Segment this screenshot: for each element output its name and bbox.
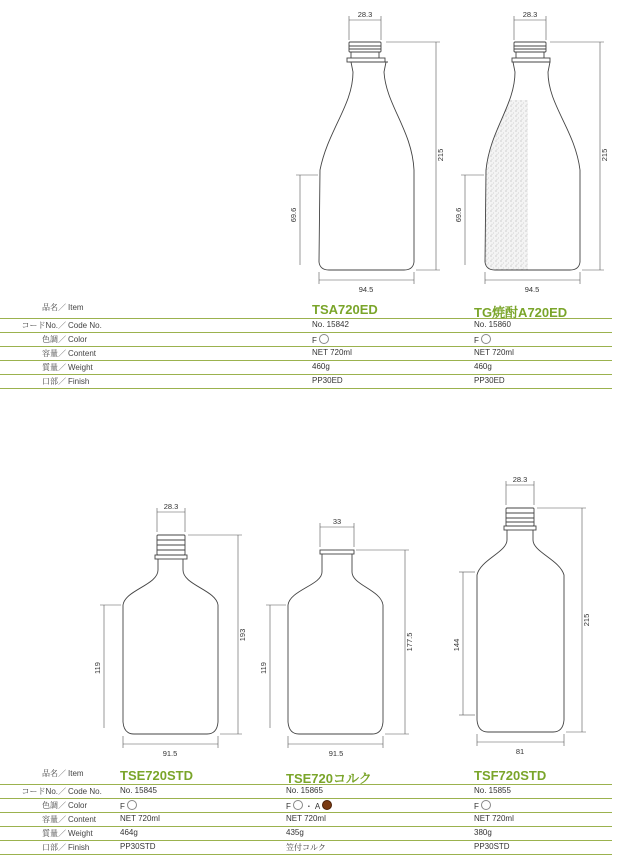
b3-shoulder-dim: 119 — [93, 662, 102, 674]
label-jp: 品名 — [42, 303, 58, 312]
content-value: NET 720ml — [474, 814, 514, 823]
b1-shoulder-dim: 69.6 — [289, 207, 298, 223]
color-value — [474, 800, 491, 811]
label-en: Color — [68, 335, 88, 344]
flint-swatch-icon — [481, 800, 491, 810]
row-weight: 質量／ Weight 464g 435g 380g — [0, 827, 612, 841]
weight-value: 460g — [312, 362, 330, 371]
flint-swatch-icon — [319, 334, 329, 344]
code-value: No. 15865 — [286, 786, 323, 795]
b1-height-dim: 215 — [436, 148, 445, 162]
row-color: 色調／ Color F F — [0, 333, 612, 347]
label-en: Weight — [68, 829, 93, 838]
row-content: 容量／ Content NET 720ml NET 720ml NET 720ml — [0, 813, 612, 827]
weight-value: 435g — [286, 828, 304, 837]
bottle-tg-shochu-a720ed — [512, 42, 550, 62]
b4-base-dim: 91.5 — [328, 749, 344, 758]
bottle-tsa720ed — [319, 42, 414, 270]
b4-neck-dim: 33 — [332, 517, 342, 526]
product-name: TSE720STD — [120, 768, 193, 783]
label-jp: コードNo. — [21, 321, 58, 330]
row-item: 品名／ Item TSA720ED TG焼酎A720ED — [0, 301, 612, 319]
bottle-tse720std — [123, 535, 218, 734]
finish-value: PP30STD — [120, 842, 156, 851]
content-value: NET 720ml — [120, 814, 160, 823]
b5-shoulder-dim: 144 — [452, 638, 461, 652]
color-code: F — [474, 336, 479, 345]
label-en: Code No. — [68, 321, 102, 330]
spec-table-top — [0, 301, 612, 389]
b5-height-dim: 215 — [582, 613, 591, 627]
label-jp: 品名 — [42, 769, 58, 778]
row-code: コードNo.／ Code No. No. 15842 No. 15860 — [0, 319, 612, 333]
label-en: Content — [68, 815, 97, 824]
content-value: NET 720ml — [312, 348, 352, 357]
color-value — [120, 800, 137, 811]
flint-swatch-icon — [481, 334, 491, 344]
color-code: F — [286, 802, 291, 811]
b2-base-dim: 94.5 — [524, 285, 540, 294]
flint-swatch-icon — [127, 800, 137, 810]
weight-value: 464g — [120, 828, 138, 837]
label-en: Weight — [68, 363, 93, 372]
code-value: No. 15860 — [474, 320, 511, 329]
b2-neck-dim: 28.3 — [522, 10, 538, 19]
b1-base-dim: 94.5 — [358, 285, 374, 294]
spec-table-bottom — [0, 767, 612, 855]
bottle-tsf720std — [477, 508, 564, 732]
label-jp: 口部 — [42, 843, 58, 852]
label-en: Code No. — [68, 787, 102, 796]
content-value: NET 720ml — [286, 814, 326, 823]
label-jp: 容量 — [42, 815, 58, 824]
finish-value: PP30STD — [474, 842, 510, 851]
product-name: TSE720コルク — [286, 771, 372, 786]
b4-height-dim: 177.5 — [405, 632, 414, 652]
b3-height-dim: 193 — [238, 628, 247, 642]
label-jp: 色調 — [42, 801, 58, 810]
b3-base-dim: 91.5 — [162, 749, 178, 758]
label-en: Finish — [68, 377, 90, 386]
label-en: Content — [68, 349, 97, 358]
bottle-tse720-cork — [288, 550, 383, 734]
weight-value: 380g — [474, 828, 492, 837]
color-value — [286, 800, 332, 812]
flint-swatch-icon — [293, 800, 303, 810]
label-en: Item — [68, 303, 84, 312]
color-code-2: A — [314, 802, 321, 811]
b1-neck-dim: 28.3 — [357, 10, 373, 19]
row-finish: 口部／ Finish PP30ED PP30ED — [0, 375, 612, 389]
finish-value: PP30ED — [474, 376, 505, 385]
label-en: Finish — [68, 843, 90, 852]
row-weight: 質量／ Weight 460g 460g — [0, 361, 612, 375]
row-color: 色調／ Color F F ・ A F — [0, 799, 612, 813]
row-item: 品名／ Item TSE720STD TSE720コルク TSF720STD — [0, 767, 612, 785]
color-code: F — [474, 802, 479, 811]
color-value — [474, 334, 491, 345]
label-en: Item — [68, 769, 84, 778]
color-code: F — [312, 336, 317, 345]
content-value: NET 720ml — [474, 348, 514, 357]
code-value: No. 15845 — [120, 786, 157, 795]
label-jp: 色調 — [42, 335, 58, 344]
b4-shoulder-dim: 119 — [259, 662, 268, 674]
label-jp: 質量 — [42, 829, 58, 838]
label-en: Color — [68, 801, 88, 810]
product-name: TG焼酎A720ED — [474, 305, 568, 320]
b2-shoulder-dim: 69.6 — [454, 207, 463, 223]
code-value: No. 15855 — [474, 786, 511, 795]
label-jp: 口部 — [42, 377, 58, 386]
row-finish: 口部／ Finish PP30STD 笠付コルク PP30STD — [0, 841, 612, 855]
code-value: No. 15842 — [312, 320, 349, 329]
b5-base-dim: 81 — [515, 747, 525, 756]
amber-swatch-icon — [322, 800, 332, 810]
color-value — [312, 334, 329, 345]
b3-neck-dim: 28.3 — [163, 502, 179, 511]
label-jp: 質量 — [42, 363, 58, 372]
finish-value: 笠付コルク — [286, 843, 326, 852]
row-content: 容量／ Content NET 720ml NET 720ml — [0, 347, 612, 361]
label-jp: 容量 — [42, 349, 58, 358]
color-code: F — [120, 802, 125, 811]
product-name: TSF720STD — [474, 768, 547, 783]
weight-value: 460g — [474, 362, 492, 371]
label-jp: コードNo. — [21, 787, 58, 796]
row-code: コードNo.／ Code No. No. 15845 No. 15865 No. 15855 — [0, 785, 612, 799]
product-name: TSA720ED — [312, 302, 378, 317]
b2-height-dim: 215 — [600, 148, 609, 162]
color-separator: ・ — [304, 802, 313, 811]
finish-value: PP30ED — [312, 376, 343, 385]
b5-neck-dim: 28.3 — [512, 475, 528, 484]
